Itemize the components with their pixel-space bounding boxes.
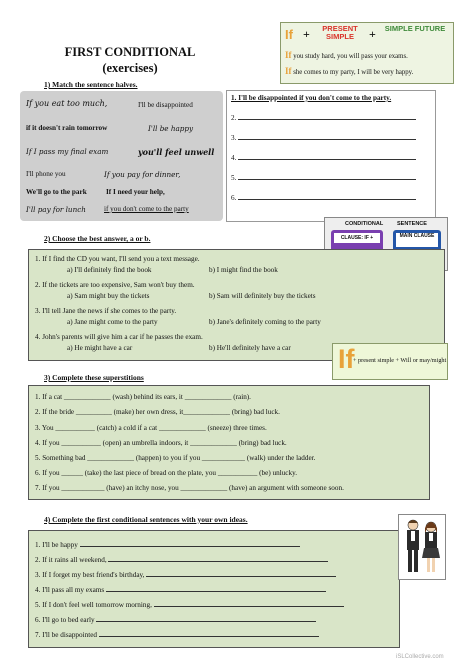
half-1: If you eat too much, <box>26 99 108 108</box>
s4-item-3-text: 3. If I forget my best friend's birthday, <box>35 571 145 579</box>
s4-item-6-text: 6. I'll go to bed early <box>35 616 95 624</box>
s4-item-1-text: 1. I'll be happy <box>35 541 78 549</box>
answer-line-6[interactable] <box>231 192 416 202</box>
half-9: We'll go to the park <box>26 188 87 196</box>
diagram-clause-if: CLAUSE: IF + <box>334 233 380 243</box>
answer-num-2: 2. <box>231 114 237 122</box>
s4-item-4[interactable] <box>35 584 326 594</box>
formula-box <box>332 343 448 380</box>
half-7: I'll phone you <box>26 170 66 178</box>
students-illustration <box>398 514 446 580</box>
sentence-halves-box <box>20 91 223 221</box>
s4-blank-5[interactable] <box>154 599 344 607</box>
s4-item-6[interactable] <box>35 614 316 624</box>
s2-q4-a[interactable]: a) He might have a car <box>67 344 133 352</box>
rule-box <box>280 22 454 84</box>
s4-item-7[interactable] <box>35 629 319 639</box>
s4-item-7-text: 7. I'll be disappointed <box>35 631 97 639</box>
s4-item-3[interactable] <box>35 569 336 579</box>
footer-watermark: iSLCollective.com <box>396 654 444 660</box>
answer-num-6: 6. <box>231 194 237 202</box>
section1-heading: 1) Match the sentence halves. <box>44 80 138 89</box>
s2-q1-b[interactable]: b) I might find the book <box>209 266 278 274</box>
title-line1: FIRST CONDITIONAL <box>64 45 196 59</box>
half-11: I'll pay for lunch <box>26 205 86 214</box>
s2-q4-b[interactable]: b) He'll definitely have a car <box>209 344 291 352</box>
s4-blank-3[interactable] <box>146 569 336 577</box>
s3-item-4[interactable]: 4. If you ___________ (open) an umbrella indoors, it _____________ (bring) bad luck. <box>35 439 287 447</box>
rule-example-1-if: If <box>285 50 292 60</box>
s4-blank-2[interactable] <box>108 554 328 562</box>
s3-item-1[interactable]: 1. If a cat _____________ (wash) behind its ears, it _____________ (rain). <box>35 393 251 401</box>
half-4: I'll be happy <box>148 124 194 133</box>
s3-item-3[interactable]: 3. You ___________ (catch) a cold if a cat _____________ (sneeze) three times. <box>35 424 267 432</box>
half-3: if it doesn't rain tomorrow <box>26 124 108 132</box>
s4-item-1[interactable] <box>35 539 300 549</box>
s3-item-6[interactable]: 6. If you ______ (take) the last piece of bread on the plate, you ___________ (be) unlucky. <box>35 469 298 477</box>
answer-num-5: 5. <box>231 174 237 182</box>
answer-line-1: 1. I'll be disappointed if you don't come to the party. <box>231 94 392 102</box>
s4-blank-1[interactable] <box>80 539 300 547</box>
answer-num-3: 3. <box>231 134 237 142</box>
s2-q3-b[interactable]: b) Jane's definitely coming to the party <box>209 318 321 326</box>
title-line2: (exercises) <box>102 61 158 75</box>
answer-num-4: 4. <box>231 154 237 162</box>
diagram-sentence: SENTENCE <box>397 221 427 227</box>
s3-item-2[interactable]: 2. If the bride __________ (make) her own dress, it_____________ (bring) bad luck. <box>35 408 280 416</box>
section4-box <box>28 530 400 648</box>
s4-item-2[interactable] <box>35 554 328 564</box>
worksheet-title <box>60 44 200 76</box>
s4-item-5-text: 5. If I don't feel well tomorrow morning, <box>35 601 152 609</box>
s4-item-4-text: 4. I'll pass all my exams <box>35 586 105 594</box>
rule-if: If <box>285 27 293 42</box>
answer-blank-4[interactable] <box>238 152 416 160</box>
answer-line-4[interactable] <box>231 152 416 162</box>
s4-blank-7[interactable] <box>99 629 319 637</box>
s2-q4: 4. John's parents will give him a car if he passes the exam. <box>35 333 203 341</box>
rule-example-1 <box>285 50 408 60</box>
s3-item-7[interactable]: 7. If you ____________ (have) an itchy nose, you _____________ (have) an argument with someone soon. <box>35 484 344 492</box>
s4-item-2-text: 2. If it rains all weekend, <box>35 556 107 564</box>
answer-blank-3[interactable] <box>238 132 416 140</box>
half-6: you'll feel unwell <box>138 147 215 157</box>
s4-blank-4[interactable] <box>106 584 326 592</box>
answer-line-2[interactable] <box>231 112 416 122</box>
answer-blank-2[interactable] <box>238 112 416 120</box>
rule-plus1: + <box>303 27 310 41</box>
s4-item-5[interactable] <box>35 599 344 609</box>
s2-q2: 2. If the tickets are too expensive, Sam won't buy them. <box>35 281 195 289</box>
s2-q3: 3. I'll tell Jane the news if she comes to the party. <box>35 307 177 315</box>
s3-item-5[interactable]: 5. Something bad _____________ (happen) to you if you ____________ (walk) under the ladder. <box>35 454 316 462</box>
section4-heading: 4) Complete the first conditional sentences with your own ideas. <box>44 515 248 524</box>
answer-blank-5[interactable] <box>238 172 416 180</box>
formula-if: If <box>338 344 355 374</box>
rule-plus2: + <box>369 27 376 41</box>
half-10: If I need your help, <box>106 188 165 196</box>
section2-heading: 2) Choose the best answer, a or b. <box>44 234 151 243</box>
diagram-conditional: CONDITIONAL <box>345 221 384 227</box>
s2-q2-b[interactable]: b) Sam will definitely buy the tickets <box>209 292 316 300</box>
formula-text: + present simple + Will or may/might <box>353 357 447 364</box>
answer-blank-6[interactable] <box>238 192 416 200</box>
section3-heading: 3) Complete these superstitions <box>44 373 144 382</box>
half-2: I'll be disappointed <box>138 101 193 109</box>
answers-box <box>226 90 436 222</box>
answer-line-3[interactable] <box>231 132 416 142</box>
rule-example-2-if: If <box>285 66 292 76</box>
diagram-main-clause: MAIN CLAUSE <box>396 233 438 247</box>
rule-example-2 <box>285 66 413 76</box>
answer-line-5[interactable] <box>231 172 416 182</box>
rule-example-1-text: you study hard, you will pass your exams. <box>293 53 408 60</box>
s2-q1-a[interactable]: a) I'll definitely find the book <box>67 266 152 274</box>
s2-q1: 1. If I find the CD you want, I'll send you a text message. <box>35 255 200 263</box>
half-8: If you pay for dinner, <box>104 170 181 179</box>
rule-simple-future: SIMPLE FUTURE <box>384 24 446 33</box>
s2-q2-a[interactable]: a) Sam might buy the tickets <box>67 292 150 300</box>
half-12: if you don't come to the party <box>104 205 189 213</box>
s4-blank-6[interactable] <box>96 614 316 622</box>
half-5: If I pass my final exam <box>26 147 109 156</box>
rule-present-simple: PRESENT SIMPLE <box>322 24 358 41</box>
rule-example-2-text: she comes to my party, I will be very happy. <box>293 69 414 76</box>
s2-q3-a[interactable]: a) Jane might come to the party <box>67 318 158 326</box>
section3-box <box>28 385 430 500</box>
